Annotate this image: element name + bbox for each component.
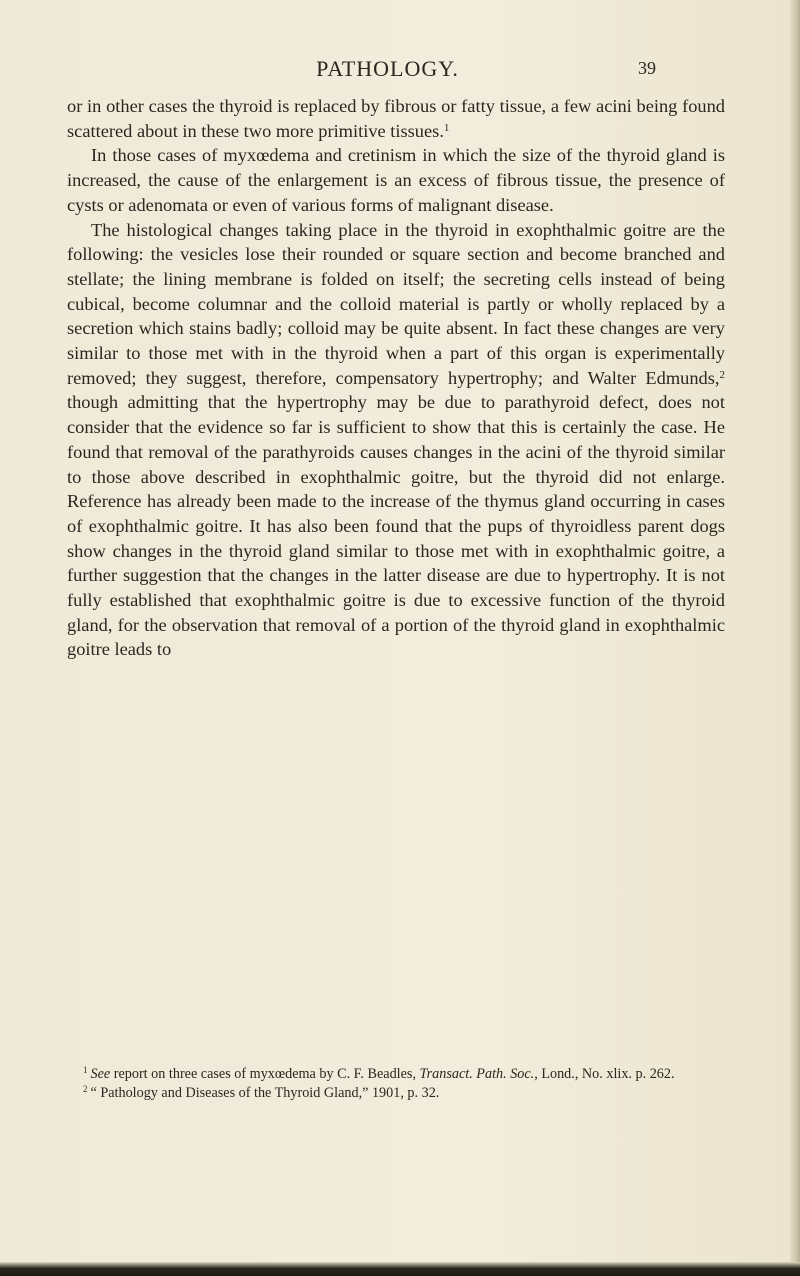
page-header [0, 56, 800, 86]
footnote-1-text-b: , Lond., No. xlix. p. 262. [534, 1066, 675, 1082]
footnote-1-see: See [90, 1066, 111, 1082]
page-bottom-edge [0, 1262, 800, 1276]
footnote-2 [67, 1084, 725, 1103]
footnote-2-number: 2 [83, 1083, 88, 1094]
footnotes [67, 1065, 725, 1102]
footnote-1 [67, 1065, 725, 1084]
footnote-1-text-a: report on three cases of myxœdema by C. F. Beadles, [110, 1066, 420, 1082]
footnote-1-journal: Transact. Path. Soc. [419, 1066, 535, 1082]
running-head: PATHOLOGY. [316, 56, 459, 81]
paragraph-3-text-a: The histological changes taking place in the thyroid in exophthalmic goitre are the following: the vesicles lose their rounded or square section and become branched and stellate; the lining membrane is folded on itself; the secreting cells instead of being cubical, become columnar and the colloid material is partly or wholly replaced by a secretion which stains badly; colloid may be quite absent. In fact these changes are very similar to those met with in the thyroid when a part of this organ is experimentally removed; they suggest, therefore, compensatory hypertrophy; and Walter Edmunds, [67, 219, 725, 388]
footnote-ref-1: 1 [443, 121, 450, 134]
footnote-1-number: 1 [83, 1065, 88, 1075]
footnote-2-text: “ Pathology and Diseases of the Thyroid Gland,” 1901, p. 32. [90, 1084, 440, 1101]
paragraph-3-text-b: though admitting that the hypertrophy may be due to parathyroid defect, does not consider that the evidence so far is sufficient to show that this is certainly the case. He found that removal of the parathyroids causes changes in the acini of the thyroid similar to those above described in exophthalmic goitre, but the thyroid did not enlarge. Reference has already been made to the increase of the thymus gland occurring in cases of exophthalmic goitre. It has also been found that the pups of thyroidless parent dogs show changes in the thyroid gland similar to those met with in exophthalmic goitre, a further suggestion that the changes in the latter disease are due to hypertrophy. It is not fully established that exophthalmic goitre is due to excessive function of the thyroid gland, for the observation that removal of a portion of the thyroid gland in exophthalmic goitre leads to [67, 392, 725, 660]
paragraph-1-text: or in other cases the thyroid is replaced by fibrous or fatty tissue, a few acini being found scattered about in these two more primitive tissues. [67, 96, 725, 141]
page-number: 39 [638, 58, 656, 78]
footnote-ref-2: 2 [719, 368, 725, 381]
paragraph-2: In those cases of myxœdema and cretinism in which the size of the thyroid gland is increased, the cause of the enlargement is an excess of fibrous tissue, the presence of cysts or adenomata or even of various forms of malignant disease. [67, 145, 725, 215]
page-right-edge [790, 0, 800, 1276]
paragraph-1 [67, 94, 725, 143]
paragraph-3 [67, 218, 725, 663]
body-text [67, 94, 725, 662]
